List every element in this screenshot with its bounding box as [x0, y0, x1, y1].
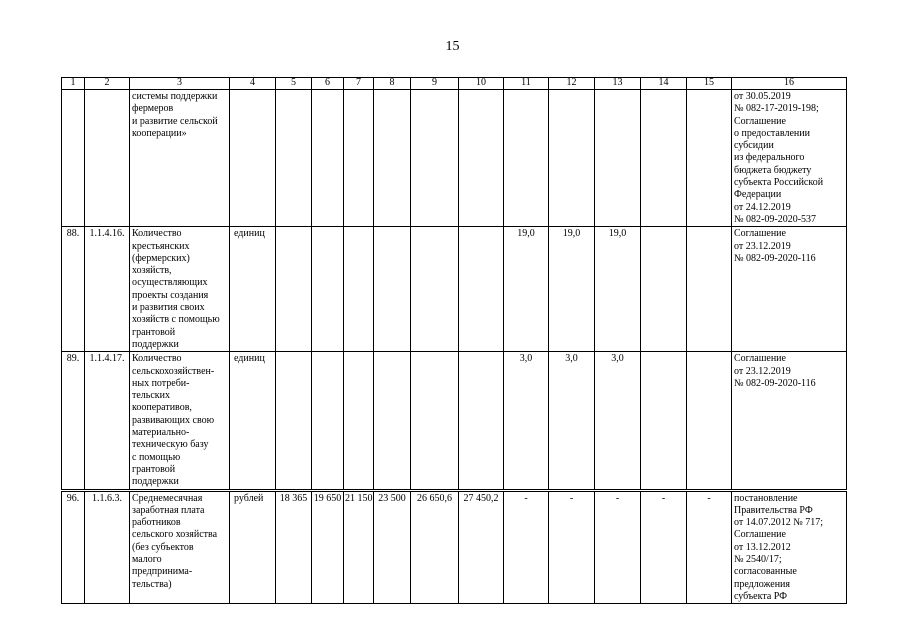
column-number: 8: [374, 78, 411, 90]
cell-basis: от 30.05.2019 № 082-17-2019-198; Соглашение о предоставлении субсидии из федерального бюджета бюджету субъекта Российской Федерации от 24.12.2019 № 082-09-2020-537: [732, 90, 847, 227]
column-number: 10: [459, 78, 504, 90]
column-number: 3: [130, 78, 230, 90]
cell-value: [411, 90, 459, 227]
cell-value: [344, 227, 374, 352]
cell-unit: рублей: [230, 490, 276, 604]
cell-indicator: системы поддержки фермеров и развитие сельской кооперации»: [130, 90, 230, 227]
table-row: [62, 490, 847, 604]
column-number: 4: [230, 78, 276, 90]
column-number: 12: [549, 78, 595, 90]
cell-basis: постановление Правительства РФ от 14.07.2012 № 717; Соглашение от 13.12.2012 № 2540/17; согласованные предложения субъекта РФ: [732, 490, 847, 604]
cell-row-number: 89.: [62, 352, 85, 490]
cell-value: [374, 352, 411, 490]
cell-value: 23 500: [374, 490, 411, 604]
cell-value: [374, 90, 411, 227]
cell-value: -: [549, 490, 595, 604]
column-number: 2: [85, 78, 130, 90]
cell-value: [312, 227, 344, 352]
column-number: 5: [276, 78, 312, 90]
cell-row-number: 88.: [62, 227, 85, 352]
cell-value: -: [504, 490, 549, 604]
cell-code: 1.1.6.3.: [85, 490, 130, 604]
table-row: [62, 352, 847, 490]
cell-value: 3,0: [504, 352, 549, 490]
table-row: [62, 90, 847, 227]
column-number: 13: [595, 78, 641, 90]
cell-indicator: Количество крестьянских (фермерских) хозяйств, осуществляющих проекты создания и развития своих хозяйств с помощью грантовой поддержки: [130, 227, 230, 352]
cell-value: 27 450,2: [459, 490, 504, 604]
cell-unit: [230, 90, 276, 227]
header-row: [62, 78, 847, 90]
cell-value: [687, 227, 732, 352]
cell-value: [312, 90, 344, 227]
cell-value: 26 650,6: [411, 490, 459, 604]
cell-value: [411, 227, 459, 352]
cell-value: [344, 352, 374, 490]
column-number: 9: [411, 78, 459, 90]
cell-unit: единиц: [230, 227, 276, 352]
cell-value: [459, 227, 504, 352]
cell-value: -: [641, 490, 687, 604]
cell-row-number: [62, 90, 85, 227]
cell-value: -: [687, 490, 732, 604]
cell-value: [641, 352, 687, 490]
cell-indicator: Количество сельскохозяйствен- ных потреби- тельских кооперативов, развивающих свою материально- техническую базу с помощью грантовой поддержки: [130, 352, 230, 490]
cell-value: [374, 227, 411, 352]
cell-value: [687, 352, 732, 490]
document-table: [61, 77, 847, 604]
cell-value: [276, 90, 312, 227]
cell-value: [595, 90, 641, 227]
cell-value: [641, 227, 687, 352]
cell-value: [276, 227, 312, 352]
cell-value: 19 650: [312, 490, 344, 604]
cell-unit: единиц: [230, 352, 276, 490]
cell-value: [459, 352, 504, 490]
cell-value: [504, 90, 549, 227]
cell-code: 1.1.4.16.: [85, 227, 130, 352]
cell-value: [344, 90, 374, 227]
column-number: 6: [312, 78, 344, 90]
cell-value: 3,0: [595, 352, 641, 490]
cell-value: [411, 352, 459, 490]
cell-value: 19,0: [549, 227, 595, 352]
column-number: 15: [687, 78, 732, 90]
cell-value: [276, 352, 312, 490]
column-number: 7: [344, 78, 374, 90]
cell-code: 1.1.4.17.: [85, 352, 130, 490]
column-number: 16: [732, 78, 847, 90]
cell-value: [641, 90, 687, 227]
cell-code: [85, 90, 130, 227]
cell-value: 3,0: [549, 352, 595, 490]
cell-value: [549, 90, 595, 227]
cell-value: [687, 90, 732, 227]
cell-basis: Соглашение от 23.12.2019 № 082-09-2020-116: [732, 227, 847, 352]
cell-value: -: [595, 490, 641, 604]
column-number: 11: [504, 78, 549, 90]
cell-value: [312, 352, 344, 490]
cell-value: 19,0: [504, 227, 549, 352]
page-number: 15: [445, 39, 460, 54]
cell-row-number: 96.: [62, 490, 85, 604]
column-number: 1: [62, 78, 85, 90]
cell-value: [459, 90, 504, 227]
cell-value: 21 150: [344, 490, 374, 604]
table-row: [62, 227, 847, 352]
cell-basis: Соглашение от 23.12.2019 № 082-09-2020-116: [732, 352, 847, 490]
cell-value: 19,0: [595, 227, 641, 352]
column-number: 14: [641, 78, 687, 90]
cell-indicator: Среднемесячная заработная плата работников сельского хозяйства (без субъектов малого предпринима- тельства): [130, 490, 230, 604]
cell-value: 18 365: [276, 490, 312, 604]
